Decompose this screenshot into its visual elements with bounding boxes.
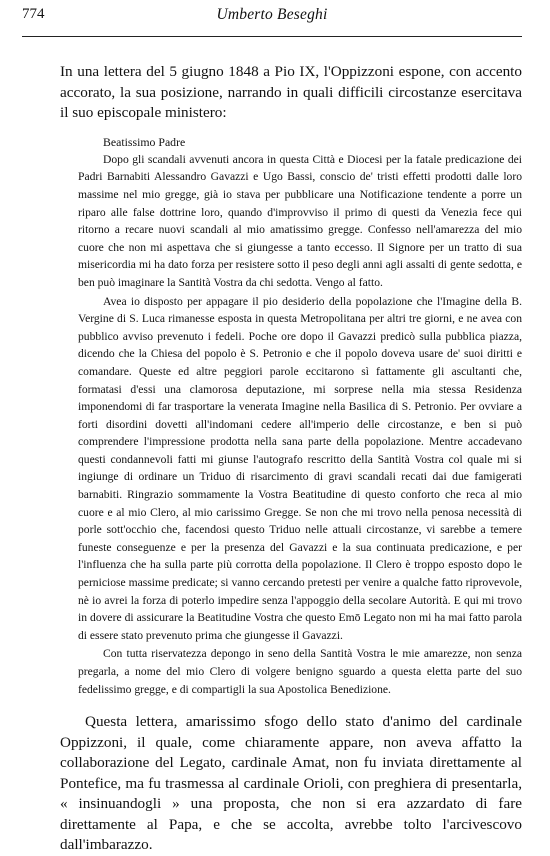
letter-salutation: Beatissimo Padre xyxy=(103,134,186,149)
quote-paragraph-1: Dopo gli scandali avvenuti ancora in questa Città e Diocesi per la fatale predicazione dei Padri Barnabiti Alessandro Gavazzi e Ugo Bassi, conscio de' tristi effetti prodotti dalle loro massime nel mio gregge, già io stava per pubblicare una Notificazione tendente a porre un riparo alle false dottrine loro, quando d'improvviso il primo di questi da Venezia fece qui ritorno a recare nuovi scandali al mio amatissimo gregge. Confesso nell'amarezza del mio cuore che non mi aspettava che si giungesse a tanto eccesso. Il Signore per un tratto di sua misericordia mi ha dato forza per resistere sotto il peso degli anni agli assalti di gente sedotta, e ben può imaginare la Santità Vostra da chi sedotta. Vengo al fatto. xyxy=(78,152,522,289)
letter-quote xyxy=(78,151,522,698)
page-number: 774 xyxy=(22,6,45,22)
closing-paragraph: Questa lettera, amarissimo sfogo dello stato d'animo del cardinale Oppizzoni, il quale, come chiaramente appare, non aveva affatto la collaborazione del Legato, cardinale Amat, non fu inviata direttamente al Pontefice, ma fu trasmessa al cardinale Orioli, con preghiera di presentarla, « insinuandogli » una proposta, che non si era azzardato di fare direttamente al Papa, e che se accolta, avrebbe tolto l'arcivescovo dall'imbarazzo. xyxy=(60,713,522,854)
quote-paragraph-2: Avea io disposto per appagare il pio desiderio della popolazione che l'Imagine della B. Vergine di S. Luca rimanesse esposta in questa Metropolitana per altri tre giorni, e ne avea con pubblico avviso prevenuto i fedeli. Poche ore dopo il Gavazzi predicò sulla pubblica piazza, dicendo che la Chiesa del popolo è S. Petronio e che il popolo doveva usare de' suoi diritti e comandare. Queste ed altre peggiori parole eccitarono sì fattamente gli ascultanti che, formatasi d'essi una clamorosa deputazione, mi sorprese nella mia stessa Residenza imponendomi di far trasportare la venerata Imagine nella Basilica di S. Petronio. Per ovviare a forti disordini dovetti all'indomani cedere all'imperio delle circostanze, e ben si può comprendere l'impressione prodotta nella sana parte della popolazione. Mentre accadevano questi condannevoli fatti mi giunse l'autografo rescritto della Santità Vostra col quale mi si ingiunge di ordinare un Triduo di risarcimento di gravi scandali recati dai due famigerati barnabiti. Ringrazio sommamente la Vostra Beatitudine di questo conforto che reca al mio cuore e al mio Clero, al mio carissimo Gregge. Se non che mi trovo nella penosa necessità di porle sott'occhio che, facendosi questo Triduo nelle attuali circostanze, vi sarebbe a temere funeste conseguenze e per la presenza del Gavazzi e la sua continuata predicazione, e per l'influenza che ha sulla parte più corrotta della popolazione. Il Clero è troppo esposto dopo le perniciose massime predicate; si vanno cercando pretesti per venire a qualche fatto riprovevole, nè io avrei la forza di poterlo impedire senza l'appoggio della secolare Autorità. E qui mi trovo in dovere di assicurare la Beatitudine Vostra che questo Emō Legato non mi ha mai fatto parola di essere stato prevenuto prima che giungesse il Gavazzi. xyxy=(78,294,522,642)
page-header xyxy=(22,6,522,37)
intro-paragraph: In una lettera del 5 giugno 1848 a Pio IX, l'Oppizzoni espone, con accento accorato, la sua posizione, narrando in quali difficili circostanze esercitava il suo episcopale ministero: xyxy=(60,63,522,122)
running-head: Umberto Beseghi xyxy=(216,6,328,23)
quote-paragraph-3: Con tutta riservatezza depongo in seno della Santità Vostra le mie amarezze, non senza pregarla, a nome del mio Clero di volgere benigno sguardo a questa eletta parte del suo fedelissimo gregge, e di compartigli la sua Apostolica Benedizione. xyxy=(78,647,522,696)
